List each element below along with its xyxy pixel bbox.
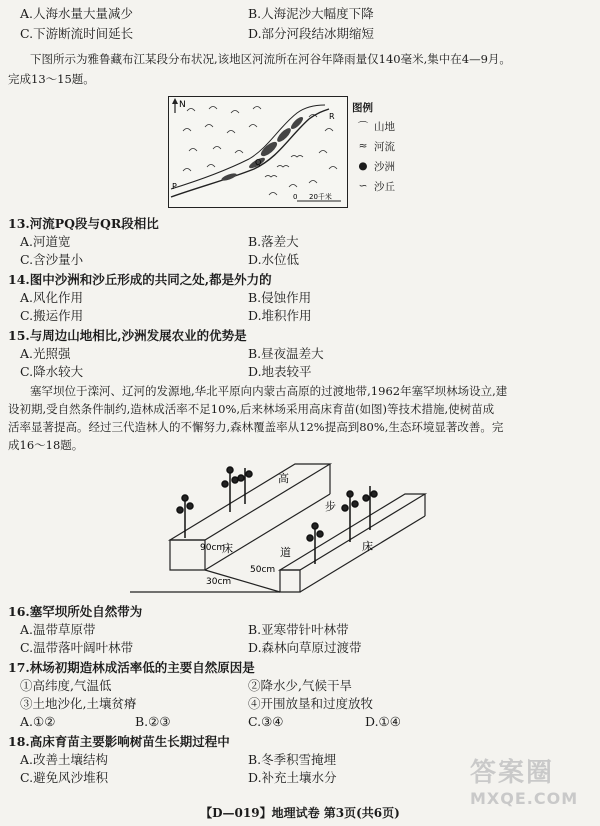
q14-option-d: D.堆积作用 <box>248 308 312 323</box>
scale-label: 20千米 <box>309 193 332 201</box>
river-symbol-icon: ≈ <box>358 140 368 152</box>
prev-option-c: C.下游断流时间延长 <box>20 26 134 41</box>
page-footer: 【D—019】地理试卷 第3页(共6页) <box>200 806 400 820</box>
label-chuang-left: 床 <box>222 542 233 555</box>
legend-item-river: 河流 <box>374 140 395 153</box>
q18-option-d: D.补充土壤水分 <box>248 770 337 785</box>
q13-option-a: A.河道宽 <box>20 234 71 249</box>
q15-stem: 15.与周边山地相比,沙洲发展农业的优势是 <box>8 328 247 343</box>
raised-bed-drawing <box>130 460 430 595</box>
q18-option-a: A.改善土壤结构 <box>20 752 109 767</box>
q14-option-c: C.搬运作用 <box>20 308 84 323</box>
label-bu: 步 <box>325 500 336 513</box>
q18-option-b: B.冬季积雪掩埋 <box>248 752 337 767</box>
intro-16-18-line2: 设初期,受自然条件制约,造林成活率不足10%,后来林场采用高床育苗(如图)等技术措施,使树苗成 <box>8 402 495 416</box>
dim-30cm: 30cm <box>206 577 232 587</box>
prev-option-d: D.部分河段结冰期缩短 <box>248 26 375 41</box>
q18-option-c: C.避免风沙堆积 <box>20 770 109 785</box>
prev-option-b: B.人海泥沙大幅度下降 <box>248 6 374 21</box>
intro-13-15-line1: 下图所示为雅鲁藏布江某段分布状况,该地区河流所在河谷年降雨量仅140毫米,集中在4—9月。 <box>30 52 511 66</box>
q13-stem: 13.河流PQ段与QR段相比 <box>8 216 159 231</box>
intro-16-18-line1: 塞罕坝位于滦河、辽河的发源地,华北平原向内蒙古高原的过渡地带,1962年塞罕坝林场设立,建 <box>30 384 508 398</box>
site-watermark <box>470 752 590 822</box>
q17-statement-2: ②降水少,气候干旱 <box>248 678 352 693</box>
point-r-label: R <box>329 112 335 121</box>
point-p-label: P <box>172 182 177 191</box>
intro-16-18-line4: 成16～18题。 <box>8 438 84 452</box>
q17-option-a: A.①② <box>20 714 56 729</box>
label-chuang-right: 床 <box>362 540 373 553</box>
q17-option-c: C.③④ <box>248 714 284 729</box>
intro-16-18-line3: 活率显著提高。经过三代造林人的不懈努力,森林覆盖率从12%提高到80%,生态环境显著改善。完 <box>8 420 504 434</box>
q15-option-c: C.降水较大 <box>20 364 84 379</box>
q16-option-c: C.温带落叶阔叶林带 <box>20 640 134 655</box>
q13-option-b: B.落差大 <box>248 234 299 249</box>
prev-option-a: A.人海水量大量减少 <box>20 6 134 21</box>
q17-statement-1: ①高纬度,气温低 <box>20 678 112 693</box>
river-map <box>168 96 348 208</box>
q15-option-d: D.地表较平 <box>248 364 312 379</box>
q14-option-b: B.侵蚀作用 <box>248 290 312 305</box>
q14-option-a: A.风化作用 <box>20 290 84 305</box>
river-map-drawing <box>169 97 347 207</box>
dune-symbol-icon: ∽ <box>358 180 368 192</box>
legend-item-dune: 沙丘 <box>374 180 395 193</box>
q16-option-d: D.森林向草原过渡带 <box>248 640 362 655</box>
q15-option-b: B.昼夜温差大 <box>248 346 324 361</box>
q17-option-b: B.②③ <box>135 714 171 729</box>
q17-stem: 17.林场初期造林成活率低的主要自然原因是 <box>8 660 255 675</box>
q16-stem: 16.塞罕坝所处自然带为 <box>8 604 143 619</box>
legend-item-sandbar: 沙洲 <box>374 160 395 173</box>
q16-option-a: A.温带草原带 <box>20 622 96 637</box>
north-label: N <box>179 100 186 110</box>
map-legend <box>352 100 422 196</box>
q13-option-d: D.水位低 <box>248 252 300 267</box>
q17-option-d: D.①④ <box>365 714 401 729</box>
watermark-line1: 答案圈 <box>470 758 555 788</box>
intro-13-15-line2: 完成13～15题。 <box>8 72 95 86</box>
q18-stem: 18.高床育苗主要影响树苗生长期过程中 <box>8 734 230 749</box>
scale-zero: 0 <box>293 193 298 201</box>
sandbar-symbol-icon: ● <box>358 160 368 172</box>
label-dao: 道 <box>280 546 291 559</box>
raised-bed-figure <box>130 460 430 595</box>
watermark-line2: MXQE.COM <box>470 789 579 808</box>
label-gao: 高 <box>278 472 289 485</box>
legend-title: 图例 <box>352 102 373 114</box>
q17-statement-4: ④开围放垦和过度放牧 <box>248 696 374 711</box>
dim-90cm: 90cm <box>200 543 226 553</box>
legend-item-mountain: 山地 <box>374 120 395 133</box>
point-q-label: Q <box>255 158 262 167</box>
mountain-symbol-icon: ⌒ <box>357 120 369 133</box>
dim-50cm: 50cm <box>250 565 276 575</box>
q17-statement-3: ③土地沙化,土壤贫瘠 <box>20 696 137 711</box>
q16-option-b: B.亚寒带针叶林带 <box>248 622 349 637</box>
q14-stem: 14.图中沙洲和沙丘形成的共同之处,都是外力的 <box>8 272 272 287</box>
q13-option-c: C.含沙量小 <box>20 252 84 267</box>
q15-option-a: A.光照强 <box>20 346 71 361</box>
